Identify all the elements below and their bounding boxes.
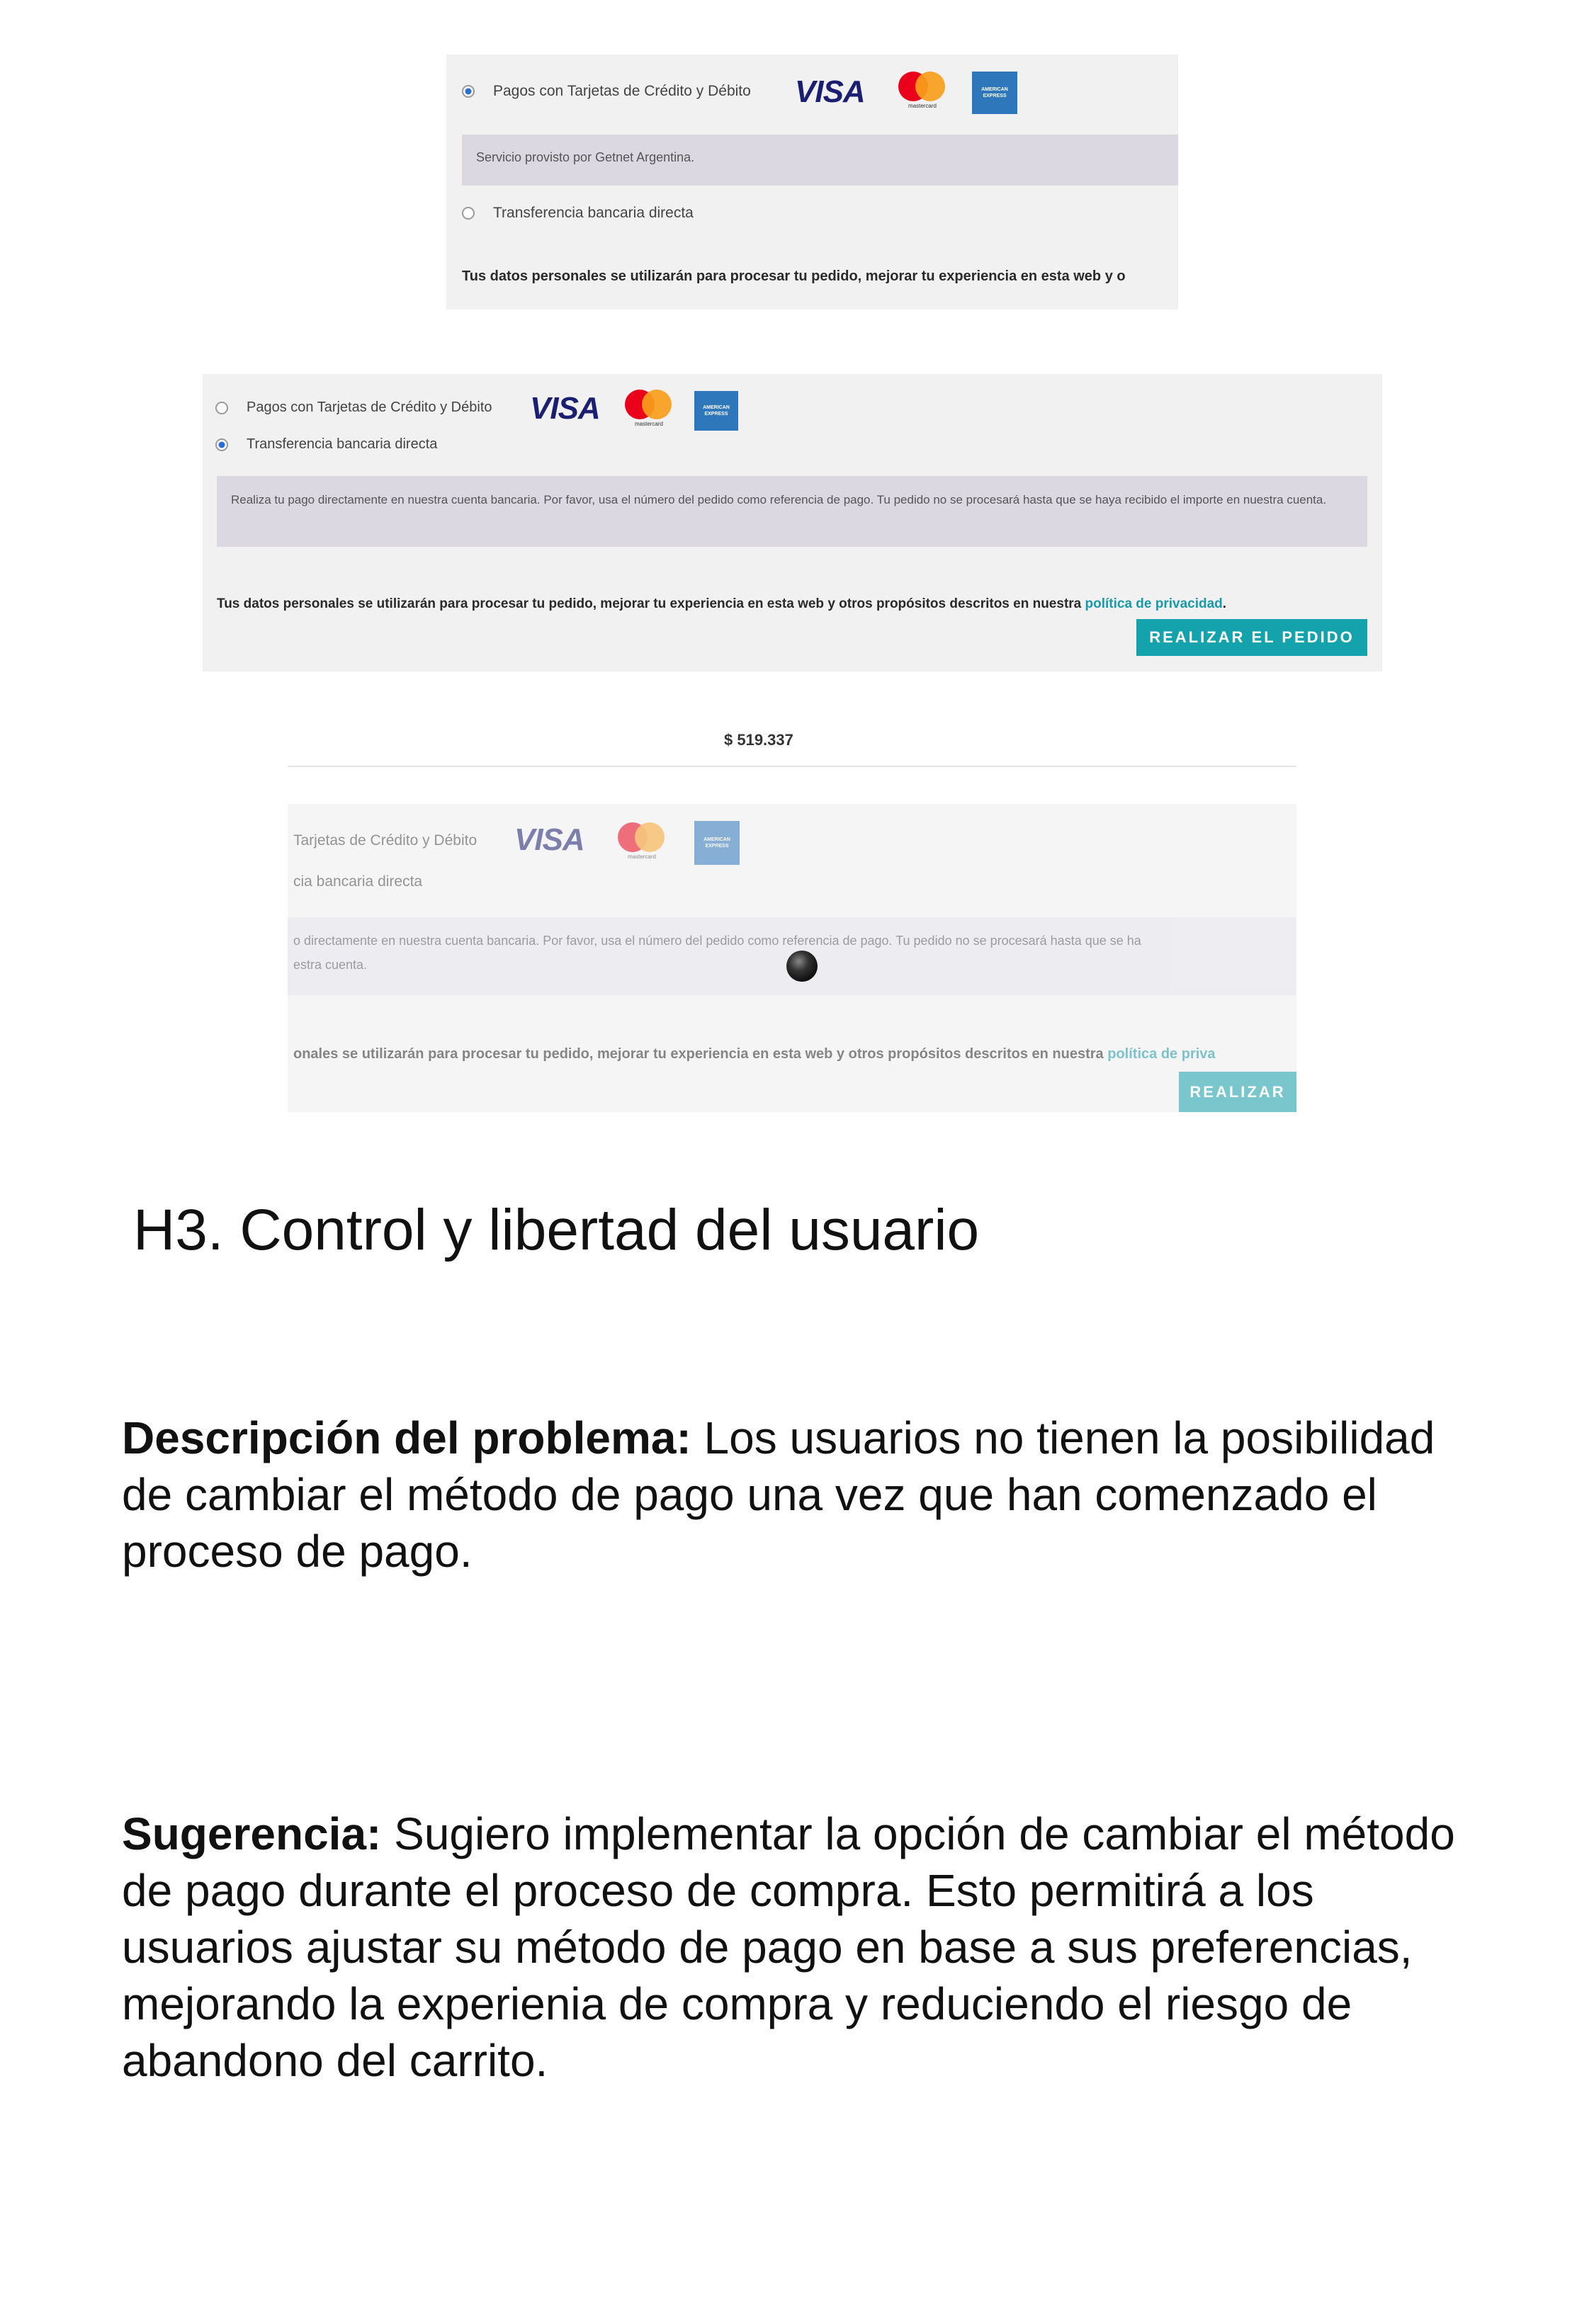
checkout-screenshot-loading: [288, 804, 1296, 1112]
payment-option-transfer[interactable]: [293, 873, 422, 890]
mastercard-logo: mastercard: [894, 70, 951, 113]
payment-option-transfer-label: cia bancaria directa: [293, 873, 423, 890]
privacy-policy-link[interactable]: política de privacidad: [1085, 596, 1223, 611]
privacy-text: onales se utilizarán para procesar tu pedido, mejorar tu experiencia en esta web y otros propósitos descritos en nuestra: [293, 1046, 1108, 1062]
payment-option-transfer[interactable]: [215, 436, 437, 453]
suggestion-text: Sugiero implementar la opción de cambiar el método de pago durante el proceso de compra. Esto permitirá a los usuarios ajustar su método de pago en base a sus preferencias, mejorando la experienia de compra y reduciendo el riesgo de abandono del carrito.: [122, 1808, 1455, 2086]
amex-logo: AMERICAN EXPRESS: [972, 72, 1017, 114]
privacy-notice: Tus datos personales se utilizarán para procesar tu pedido, mejorar tu experiencia en esta web y o: [462, 268, 1126, 284]
mastercard-logo: mastercard: [621, 388, 677, 431]
visa-logo: VISA: [514, 822, 584, 857]
place-order-button[interactable]: REALIZAR: [1179, 1072, 1296, 1112]
checkout-screenshot-transfer: [203, 374, 1382, 671]
place-order-button[interactable]: REALIZAR EL PEDIDO: [1136, 619, 1367, 656]
loading-spinner-icon: [786, 951, 818, 982]
order-total: $ 519.337: [724, 731, 793, 749]
payment-option-cards-label: Pagos con Tarjetas de Crédito y Débito: [493, 83, 751, 99]
amex-logo: AMERICAN EXPRESS: [694, 821, 740, 865]
divider: [288, 766, 1296, 767]
payment-option-cards[interactable]: [462, 83, 751, 100]
mastercard-logo: mastercard: [614, 821, 670, 863]
problem-label: Descripción del problema:: [122, 1412, 691, 1463]
privacy-end: .: [1222, 596, 1227, 611]
section-heading: H3. Control y libertad del usuario: [133, 1198, 980, 1262]
radio-transfer[interactable]: [462, 207, 475, 220]
payment-option-transfer-label: Transferencia bancaria directa: [247, 436, 438, 452]
visa-logo: VISA: [530, 391, 600, 426]
privacy-notice: [293, 1046, 1216, 1062]
problem-description: [122, 1410, 1468, 1580]
radio-cards[interactable]: [462, 85, 475, 98]
privacy-policy-link[interactable]: política de priva: [1107, 1046, 1216, 1062]
payment-option-transfer-label: Transferencia bancaria directa: [493, 205, 694, 221]
payment-note: Servicio provisto por Getnet Argentina.: [462, 135, 1178, 186]
problem-text: Los usuarios no tienen la posibilidad de cambiar el método de pago una vez que han comenzado el proceso de pago.: [122, 1412, 1435, 1577]
checkout-screenshot-cards: [446, 55, 1178, 310]
privacy-text: Tus datos personales se utilizarán para procesar tu pedido, mejorar tu experiencia en esta web y otros propósitos descritos en nuestra: [217, 596, 1085, 611]
privacy-notice: [217, 596, 1226, 612]
payment-note-line-1: o directamente en nuestra cuenta bancaria. Por favor, usa el número del pedido como referencia de pago. Tu pedido no se procesará hasta que se ha: [293, 934, 1141, 948]
amex-logo: AMERICAN EXPRESS: [694, 391, 738, 431]
payment-option-cards[interactable]: [215, 399, 492, 416]
payment-note-line-2: estra cuenta.: [293, 958, 368, 972]
payment-option-cards-label: Pagos con Tarjetas de Crédito y Débito: [247, 399, 492, 415]
payment-note: Realiza tu pago directamente en nuestra cuenta bancaria. Por favor, usa el número del pedido como referencia de pago. Tu pedido no se procesará hasta que se haya recibido el importe en nuestra cuenta.: [217, 476, 1367, 547]
payment-option-cards[interactable]: [293, 832, 477, 849]
suggestion-label: Sugerencia:: [122, 1808, 382, 1859]
radio-transfer[interactable]: [215, 438, 228, 451]
visa-logo: VISA: [795, 74, 865, 109]
payment-option-transfer[interactable]: [462, 205, 694, 222]
suggestion: [122, 1806, 1468, 2089]
radio-cards[interactable]: [215, 402, 228, 414]
payment-option-cards-label: Tarjetas de Crédito y Débito: [293, 832, 477, 849]
